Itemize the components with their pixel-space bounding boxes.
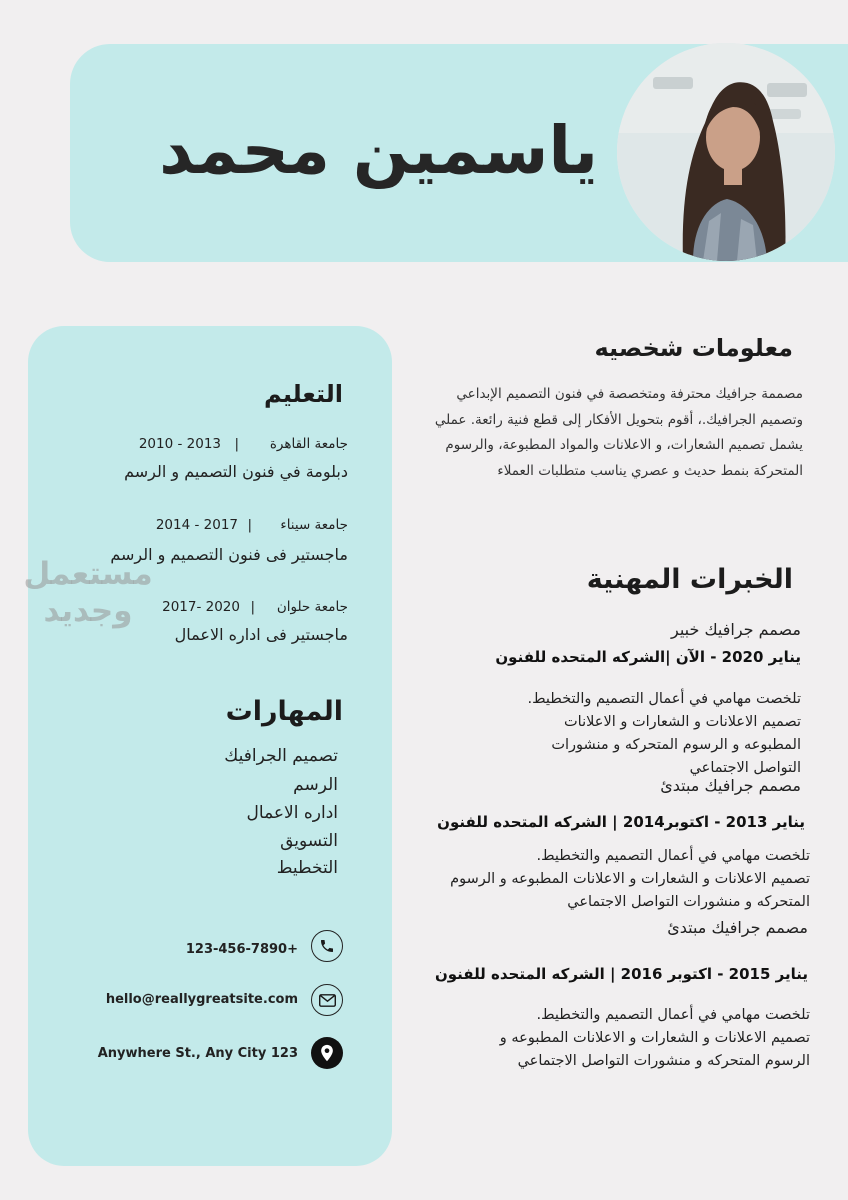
experience-line: تلخصت مهامي في أعمال التصميم والتخطيط.: [527, 691, 801, 707]
skills-title: المهارات: [225, 696, 343, 727]
experience-role: مصمم جرافيك خبير: [670, 620, 801, 639]
experience-description: [370, 1004, 810, 1073]
education-degree: دبلومة في فنون التصميم و الرسم: [124, 462, 348, 481]
phone-icon: [311, 930, 343, 962]
education-years: 2014 - 2017: [155, 517, 238, 533]
education-degree: ماجستير فى فنون التصميم و الرسم: [110, 545, 348, 564]
skill-item: تصميم الجرافيك: [224, 746, 338, 766]
education-school: جامعة حلوان: [276, 599, 348, 615]
profile-text: مصممة جرافيك محترفة ومتخصصة في فنون التصميم الإبداعي وتصميم الجرافيك.، أقوم بتحويل الأفكار إلى قطع فنية رائعة. عملي يشمل تصميم الشعارات، و الاعلانات والمواد المطبوعة، والرسوم المتحركة بنمط حديث و عصري يناسب متطلبات العملاء: [434, 386, 803, 479]
contact-address: Anywhere St., Any City 123: [97, 1046, 298, 1061]
education-separator: |: [247, 517, 252, 533]
education-separator: |: [234, 436, 239, 452]
watermark-line: مستعمل: [23, 556, 153, 592]
experience-line: الرسوم المتحركه و منشورات التواصل الاجتماعي: [517, 1053, 810, 1069]
experience-line: التواصل الاجتماعي: [689, 760, 801, 776]
education-separator: |: [250, 599, 255, 615]
experience-line: تلخصت مهامي في أعمال التصميم والتخطيط.: [536, 848, 810, 864]
profile-title: معلومات شخصيه: [594, 334, 793, 362]
experience-meta: يناير 2013 - اكتوبر2014 | الشركه المتحده للفنون: [437, 813, 805, 831]
watermark-line: وجديد: [43, 593, 133, 629]
watermark-logo: [18, 556, 158, 630]
education-years: 2017- 2020: [162, 599, 240, 615]
skill-item: اداره الاعمال: [246, 803, 338, 823]
experience-line: المتحركه و منشورات التواصل الاجتماعي: [567, 894, 810, 910]
experience-title: الخبرات المهنية: [586, 564, 793, 595]
skill-item: الرسم: [293, 775, 338, 795]
experience-meta: يناير 2015 - اكتوبر 2016 | الشركه المتحده للفنون: [434, 965, 808, 983]
skill-item: التخطيط: [276, 858, 338, 878]
experience-role: مصمم جرافيك مبتدئ: [667, 918, 808, 937]
portrait-illustration: [617, 43, 835, 261]
experience-line: تصميم الاعلانات و الشعارات و الاعلانات: [564, 714, 801, 730]
education-title: التعليم: [264, 380, 343, 408]
experience-line: المطبوعه و الرسوم المتحركه و منشورات: [551, 737, 801, 753]
experience-line: تصميم الاعلانات و الشعارات و الاعلانات المطبوعه و الرسوم: [450, 871, 810, 887]
education-years: 2010 - 2013: [138, 436, 221, 452]
contact-phone: 123-456-7890+: [185, 942, 298, 957]
experience-role: مصمم جرافيك مبتدئ: [660, 776, 801, 795]
experience-description: [421, 688, 801, 780]
resume-name: ياسمين محمد: [159, 112, 598, 189]
experience-description: [370, 845, 810, 914]
envelope-icon: [311, 984, 343, 1016]
location-pin-icon: [311, 1037, 343, 1069]
education-school: جامعة القاهرة: [269, 436, 348, 452]
contact-email: hello@reallygreatsite.com: [105, 992, 298, 1007]
experience-line: تلخصت مهامي في أعمال التصميم والتخطيط.: [536, 1007, 810, 1023]
profile-photo: [617, 43, 835, 261]
education-degree: ماجستير فى اداره الاعمال: [174, 625, 348, 644]
experience-meta: يناير 2020 - الآن |الشركه المتحده للفنون: [495, 648, 801, 666]
education-school: جامعة سيناء: [280, 517, 348, 533]
experience-line: تصميم الاعلانات و الشعارات و الاعلانات المطبوعه و: [499, 1030, 810, 1046]
skill-item: التسويق: [280, 831, 338, 851]
